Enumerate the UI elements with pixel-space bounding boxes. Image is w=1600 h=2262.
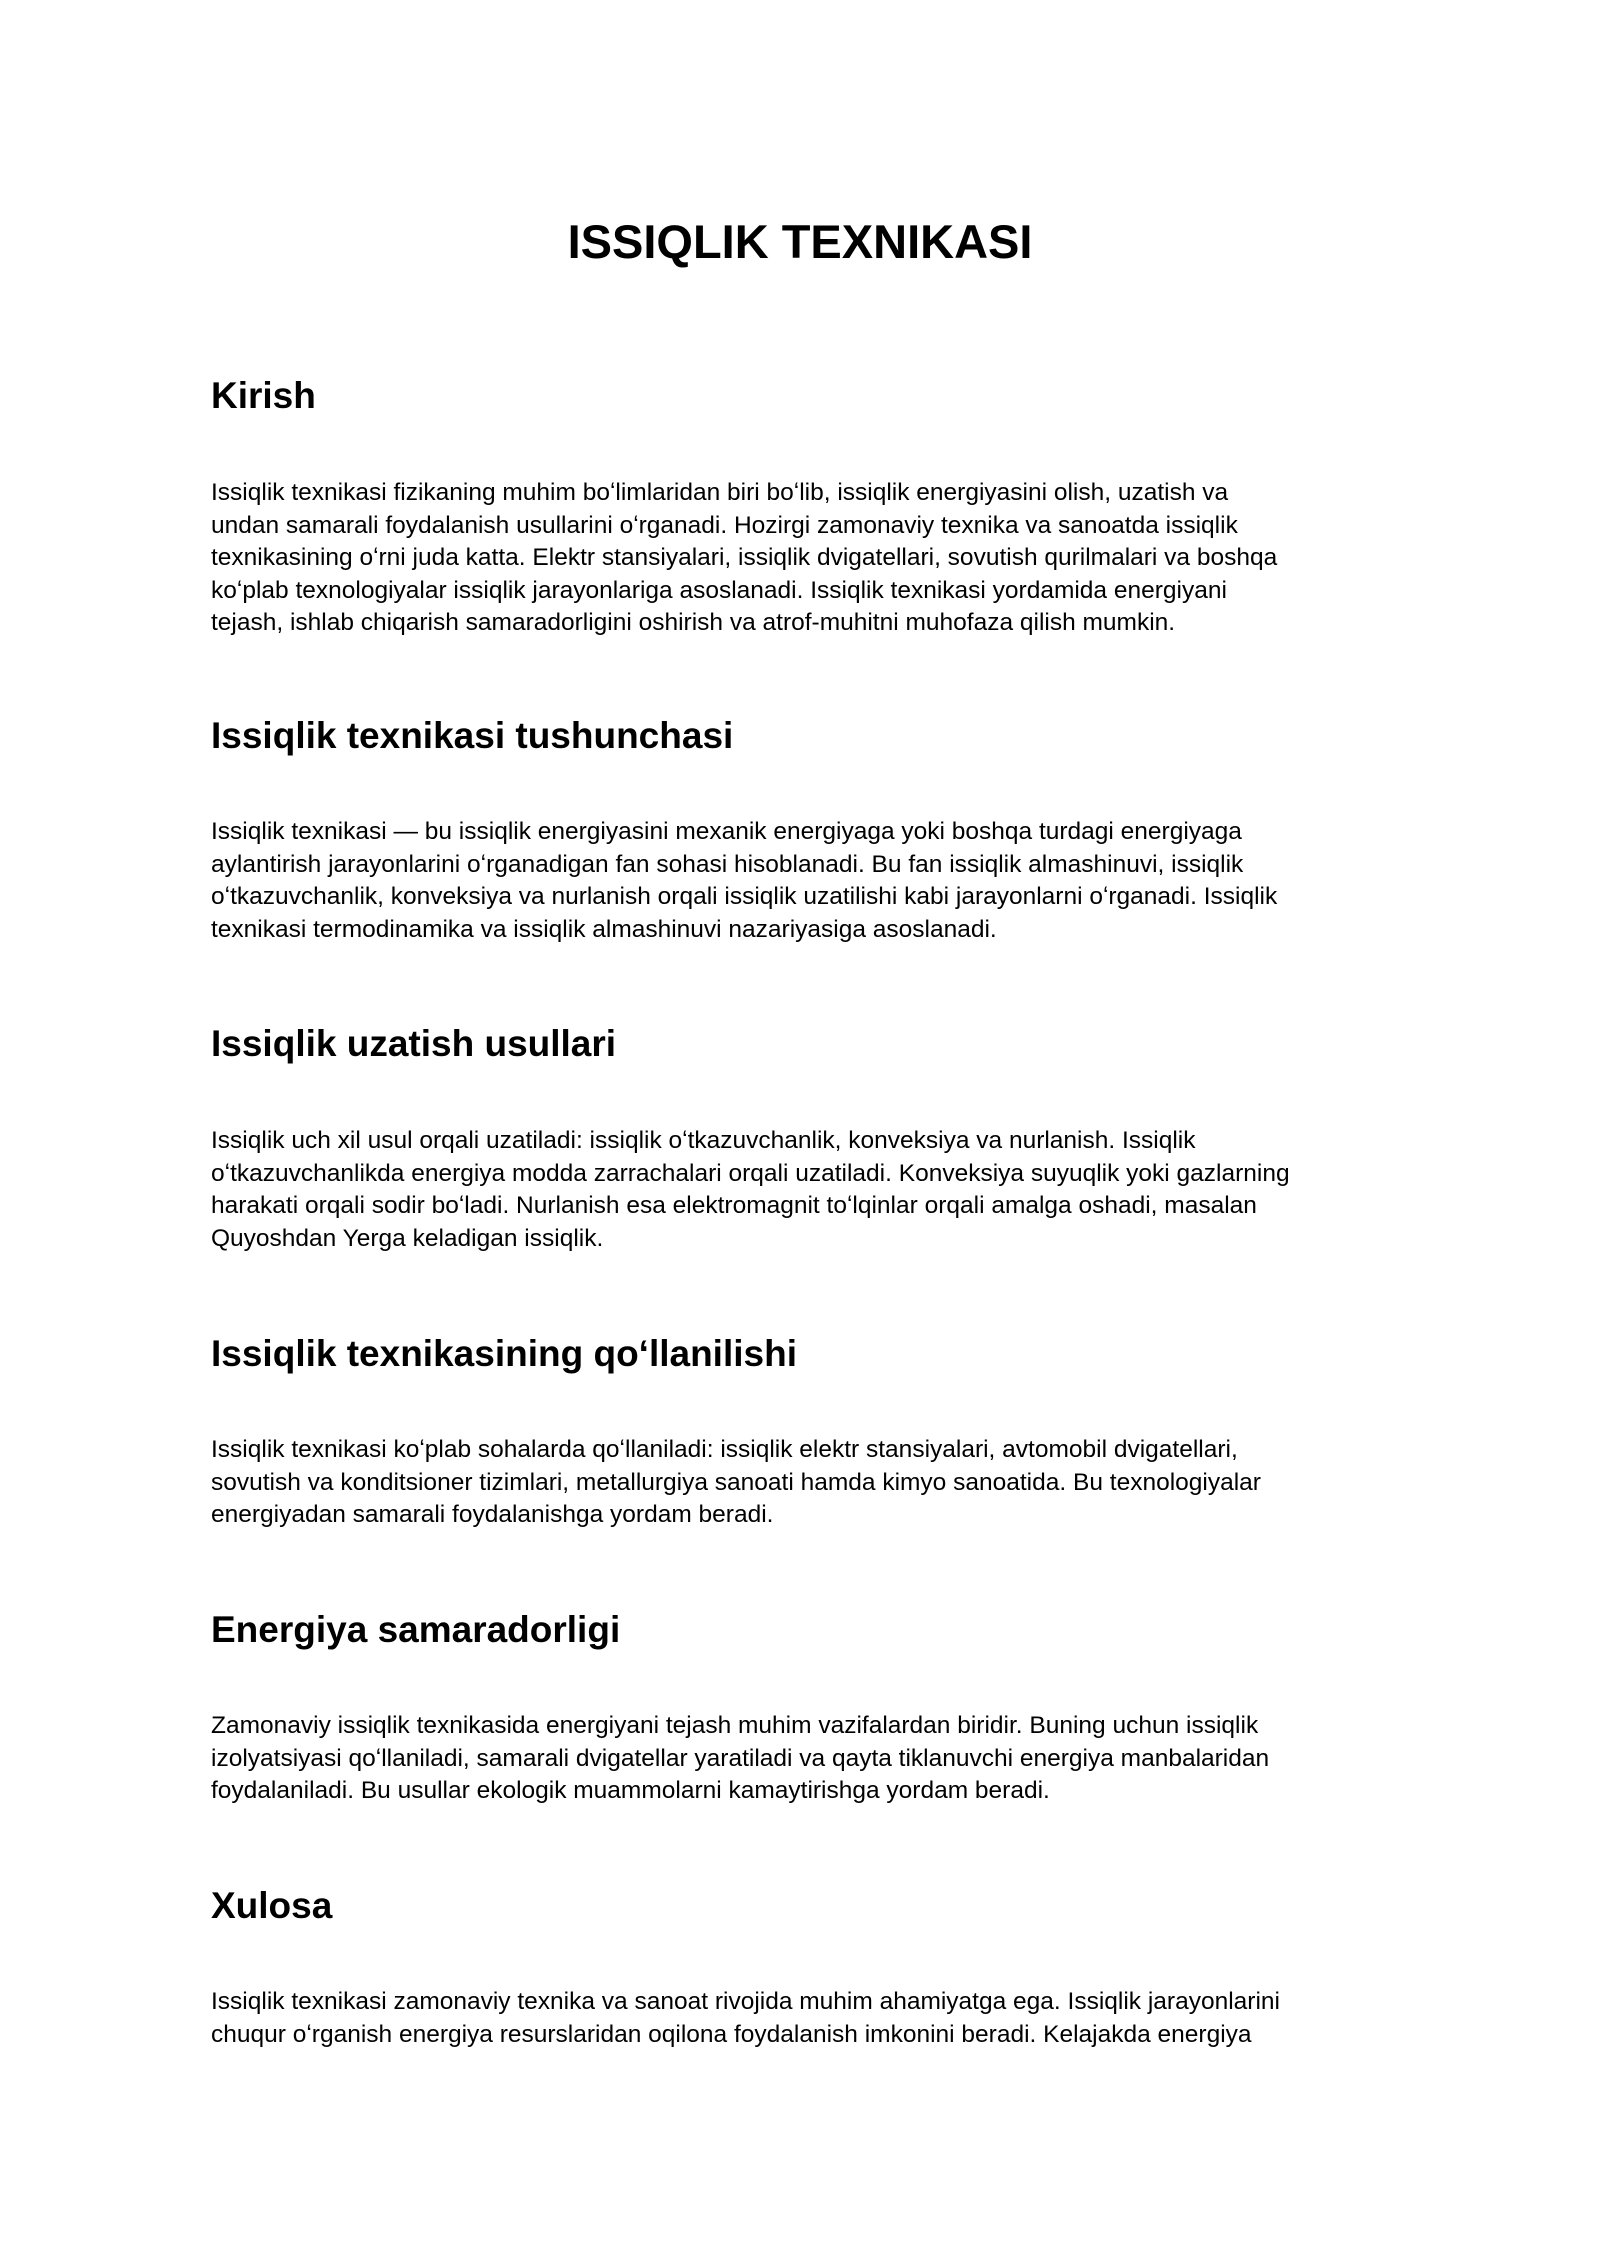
section-paragraph (211, 1986, 1411, 2051)
section-heading: Xulosa (211, 1885, 333, 1926)
paragraph-line: undan samarali foydalanish usullarini oʻrganadi. Hozirgi zamonaviy texnika va sanoatda issiqlik (211, 511, 1238, 539)
section-heading: Energiya samaradorligi (211, 1609, 621, 1650)
paragraph-line: texnikasining oʻrni juda katta. Elektr stansiyalari, issiqlik dvigatellari, sovutish qurilmalari va boshqa (211, 544, 1278, 571)
section-uzatish-usullari (211, 1021, 1411, 1252)
section-heading: Issiqlik texnikasi tushunchasi (211, 715, 734, 756)
section-kirish (211, 373, 1411, 636)
paragraph-line: Zamonaviy issiqlik texnikasida energiyani tejash muhim vazifalardan biridir. Buning uchun issiqlik (211, 1712, 1259, 1739)
paragraph-line: oʻtkazuvchanlik, konveksiya va nurlanish orqali issiqlik uzatilishi kabi jarayonlarni oʻrganadi. Issiqlik (211, 883, 1278, 910)
paragraph-line: tejash, ishlab chiqarish samaradorligini oshirish va atrof-muhitni muhofaza qilish mumkin. (211, 609, 1176, 636)
paragraph-line: energiyadan samarali foydalanishga yordam beradi. (211, 1501, 774, 1528)
section-qollanilishi (211, 1331, 1411, 1528)
section-tushunchasi (211, 713, 1411, 943)
paragraph-line: Quyoshdan Yerga keladigan issiqlik. (211, 1224, 604, 1252)
section-paragraph (211, 477, 1411, 640)
paragraph-line: sovutish va konditsioner tizimlari, metallurgiya sanoati hamda kimyo sanoatida. Bu texnologiyalar (211, 1468, 1261, 1496)
paragraph-line: harakati orqali sodir boʻladi. Nurlanish esa elektromagnit toʻlqinlar orqali amalga oshadi, masalan (211, 1192, 1257, 1219)
paragraph-line: Issiqlik texnikasi — bu issiqlik energiyasini mexanik energiyaga yoki boshqa turdagi energiyaga (211, 818, 1242, 845)
section-paragraph (211, 1434, 1411, 1532)
paragraph-line: foydalaniladi. Bu usullar ekologik muammolarni kamaytirishga yordam beradi. (211, 1777, 1050, 1804)
paragraph-line: koʻplab texnologiyalar issiqlik jarayonlariga asoslanadi. Issiqlik texnikasi yordamida energiyani (211, 576, 1227, 604)
document-title: ISSIQLIK TEXNIKASI (567, 215, 1033, 268)
paragraph-line: chuqur oʻrganish energiya resurslaridan oqilona foydalanish imkonini beradi. Kelajakda energiya (211, 2020, 1252, 2048)
section-paragraph (211, 816, 1411, 946)
paragraph-line: izolyatsiyasi qoʻllaniladi, samarali dvigatellar yaratiladi va qayta tiklanuvchi energiya manbalaridan (211, 1744, 1270, 1772)
paragraph-line: Issiqlik uch xil usul orqali uzatiladi: issiqlik oʻtkazuvchanlik, konveksiya va nurlanish. Issiqlik (211, 1127, 1196, 1154)
section-xulosa (211, 1883, 1411, 2048)
section-paragraph (211, 1125, 1411, 1255)
paragraph-line: Issiqlik texnikasi fizikaning muhim boʻlimlaridan biri boʻlib, issiqlik energiyasini olish, uzatish va (211, 479, 1229, 506)
paragraph-line: oʻtkazuvchanlikda energiya modda zarrachalari orqali uzatiladi. Konveksiya suyuqlik yoki gazlarning (211, 1159, 1290, 1187)
paragraph-line: aylantirish jarayonlarini oʻrganadigan fan sohasi hisoblanadi. Bu fan issiqlik almashinuvi, issiqlik (211, 850, 1244, 878)
paragraph-line: Issiqlik texnikasi koʻplab sohalarda qoʻllaniladi: issiqlik elektr stansiyalari, avtomobil dvigatellari, (211, 1436, 1238, 1463)
paragraph-line: Issiqlik texnikasi zamonaviy texnika va sanoat rivojida muhim ahamiyatga ega. Issiqlik jarayonlarini (211, 1988, 1280, 2015)
section-heading: Issiqlik texnikasining qoʻllanilishi (211, 1333, 797, 1374)
section-heading: Issiqlik uzatish usullari (211, 1023, 617, 1064)
section-energiya-samaradorligi (211, 1607, 1411, 1804)
section-heading: Kirish (211, 375, 316, 416)
section-paragraph (211, 1710, 1411, 1808)
paragraph-line: texnikasi termodinamika va issiqlik almashinuvi nazariyasiga asoslanadi. (211, 915, 997, 943)
